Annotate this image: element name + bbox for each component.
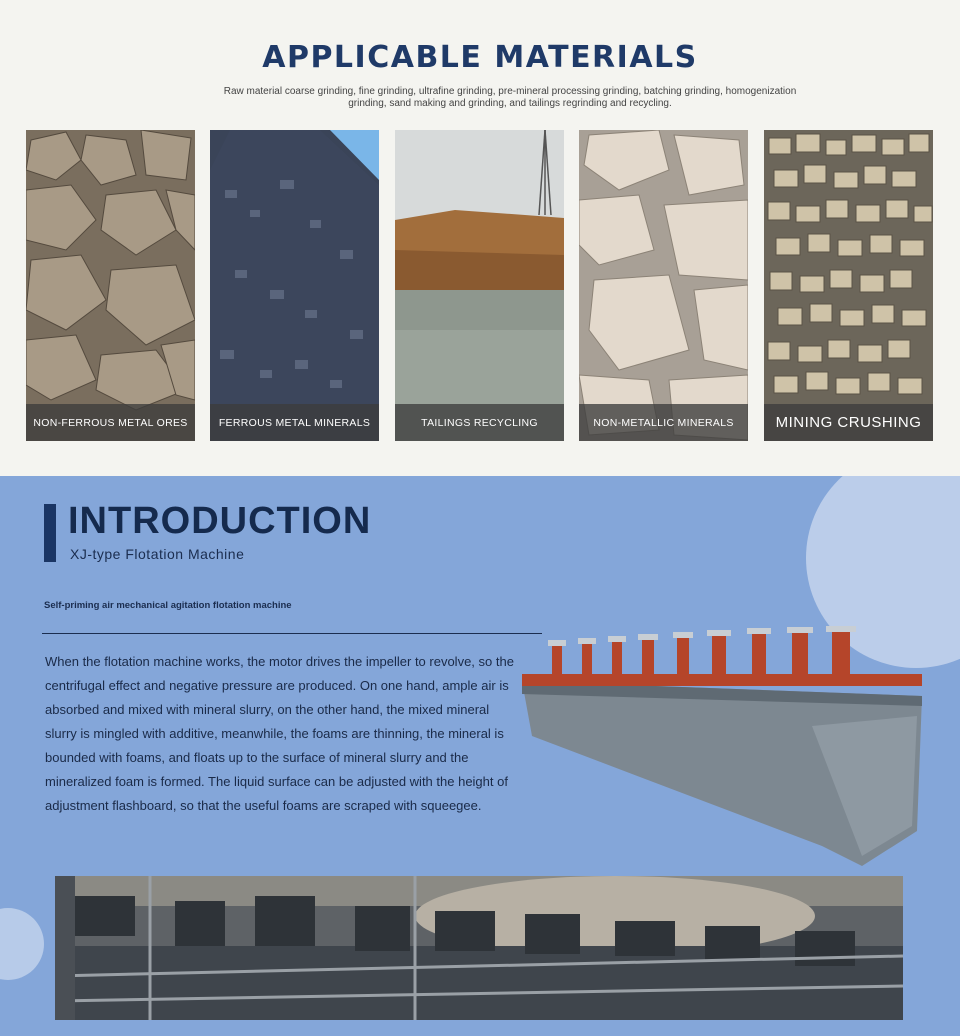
material-card-mining-crushing[interactable]: [764, 130, 933, 441]
tailings-pond-image: [395, 130, 564, 441]
material-card-tailings[interactable]: [395, 130, 564, 441]
card-caption: FERROUS METAL MINERALS: [210, 404, 379, 441]
crushed-stone-image: [764, 130, 933, 441]
card-caption: MINING CRUSHING: [764, 404, 933, 441]
decorative-circle: [0, 908, 44, 980]
factory-floor-image: [55, 876, 903, 1020]
intro-subheading: XJ-type Flotation Machine: [70, 546, 245, 562]
introduction-section: [0, 476, 960, 1036]
non-metallic-mineral-image: [579, 130, 748, 441]
divider: [42, 633, 542, 634]
card-caption: NON-METALLIC MINERALS: [579, 404, 748, 441]
materials-gallery: [26, 130, 934, 441]
material-card-ferrous[interactable]: [210, 130, 379, 441]
non-ferrous-ore-image: [26, 130, 195, 441]
heading-accent-bar: [44, 504, 56, 562]
intro-heading: INTRODUCTION: [68, 500, 372, 542]
section-title: APPLICABLE MATERIALS: [262, 40, 698, 75]
card-caption: TAILINGS RECYCLING: [395, 404, 564, 441]
intro-small-heading: Self-priming air mechanical agitation flotation machine: [44, 600, 292, 611]
section-subtitle: Raw material coarse grinding, fine grinding, ultrafine grinding, pre-mineral processing grinding, batching grinding, homogenization grinding, sand making and grinding, and tailings regrinding and recycling.: [223, 86, 797, 109]
flotation-machine-image: [512, 626, 932, 871]
card-caption: NON-FERROUS METAL ORES: [26, 404, 195, 441]
material-card-non-metallic[interactable]: [579, 130, 748, 441]
material-card-non-ferrous[interactable]: [26, 130, 195, 441]
ferrous-mineral-image: [210, 130, 379, 441]
intro-body-text: When the flotation machine works, the motor drives the impeller to revolve, so the centrifugal effect and negative pressure are produced. On one hand, ample air is absorbed and mixed with mineral slurry, on the other hand, the mixed mineral slurry is mingled with additive, meanwhile, the foams are thinning, the mineral is bounded with foams, and floats up to the surface of mineral slurry and the mineralized foam is formed. The liquid surface can be adjusted with the height of adjustment flashboard, so that the useful foams are scraped with squeegee.: [45, 654, 514, 813]
applicable-materials-section: [0, 0, 960, 476]
